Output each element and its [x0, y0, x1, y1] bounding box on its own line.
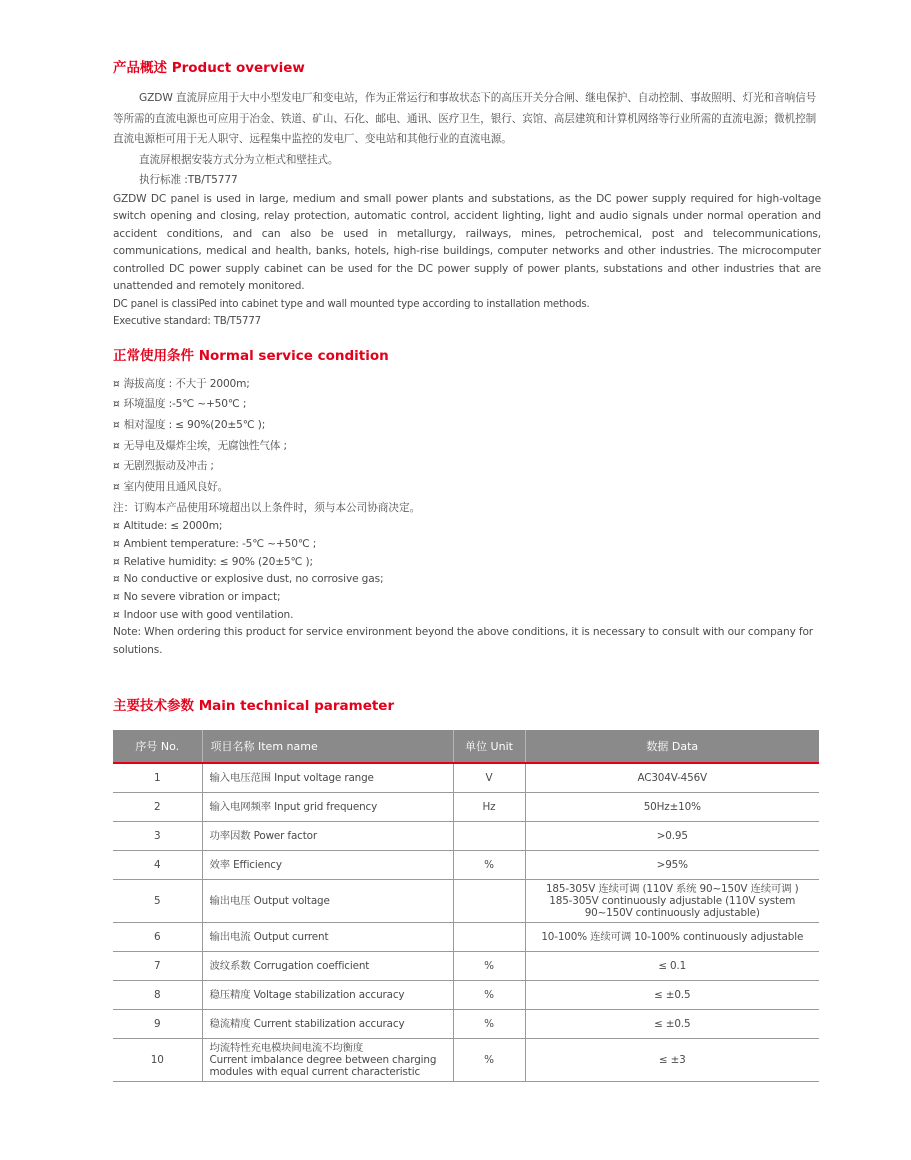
- cell-data: ≤ ±0.5: [525, 980, 819, 1009]
- cell-unit: %: [453, 1009, 525, 1038]
- header-no: 序号 No.: [113, 730, 202, 763]
- overview-en-paragraph: GZDW DC panel is used in large, medium and small power plants and substations, as the DC power supply required for high-voltage switch opening and closing, relay protection, automatic control, accident lighting, light and audio signals under normal operation and accident conditions, and can also be used in metallurgy, railways, mines, petrochemical, post and telecommunications, communications, medical and health, banks, hotels, high-rise buildings, computer networks and other industries. The microcomputer controlled DC power supply cabinet can be used for the DC power supply of power plants, substations and other industries that are unattended and remotely monitored.: [113, 192, 821, 292]
- cell-no: 1: [113, 763, 202, 793]
- cell-no: 7: [113, 951, 202, 980]
- header-unit: 单位 Unit: [453, 730, 525, 763]
- cell-no: 8: [113, 980, 202, 1009]
- table-row: [113, 980, 819, 1009]
- cell-data: 10-100% 连续可调 10-100% continuously adjustable: [525, 922, 819, 951]
- cell-unit: %: [453, 980, 525, 1009]
- cell-data: ≤ ±0.5: [525, 1009, 819, 1038]
- cell-item: 稳流精度 Current stabilization accuracy: [202, 1009, 453, 1038]
- cell-no: 4: [113, 850, 202, 879]
- table-row: [113, 821, 819, 850]
- cell-unit: Hz: [453, 792, 525, 821]
- list-item: ¤ 环境温度 :-5℃ ~+50℃ ;: [113, 398, 247, 411]
- cell-item: 均流特性充电模块间电流不均衡度 Current imbalance degree between charging modules with equal current characteristic: [209, 1041, 437, 1078]
- cell-no: 6: [113, 922, 202, 951]
- cell-no: 5: [113, 879, 202, 922]
- cell-no: 3: [113, 821, 202, 850]
- cell-item: 稳压精度 Voltage stabilization accuracy: [202, 980, 453, 1009]
- cell-unit: [453, 922, 525, 951]
- conditions-en-list: [113, 518, 821, 624]
- header-data: 数据 Data: [525, 730, 819, 763]
- overview-cn-standard: 执行标准 :TB/T5777: [139, 174, 238, 186]
- cell-no: 10: [113, 1038, 202, 1081]
- table-row: [113, 1009, 819, 1038]
- cell-item: 输出电压 Output voltage: [202, 879, 453, 922]
- table-row: [113, 922, 819, 951]
- cell-no: 9: [113, 1009, 202, 1038]
- cell-data: >0.95: [525, 821, 819, 850]
- cell-data: 50Hz±10%: [525, 792, 819, 821]
- cell-item: 效率 Efficiency: [202, 850, 453, 879]
- cell-data: ≤ 0.1: [525, 951, 819, 980]
- table-row: [113, 850, 819, 879]
- conditions-en-note: Note: When ordering this product for service environment beyond the above conditions, it is necessary to consult with our company for solutions.: [113, 626, 814, 657]
- cell-item: 波纹系数 Corrugation coefficient: [202, 951, 453, 980]
- overview-cn-paragraph: GZDW 直流屏应用于大中小型发电厂和变电站，作为正常运行和事故状态下的高压开关分合闸、继电保护、自动控制、事故照明、灯光和音响信号等所需的直流电源也可应用于冶金、铁道、矿山、石化、邮电、通讯、医疗卫生，银行、宾馆、高层建筑和计算机网络等行业所需的直流电源；微机控制直流电源柜可用于无人职守、远程集中监控的发电厂、变电站和其他行业的直流电源。: [113, 92, 817, 145]
- table-row: [113, 792, 819, 821]
- overview-title: 产品概述 Product overview: [113, 60, 305, 76]
- conditions-cn-list: [113, 374, 821, 498]
- overview-en-install-types: DC panel is classiPed into cabinet type and wall mounted type according to installation methods.: [113, 298, 590, 310]
- cell-data: 185-305V 连续可调 (110V 系统 90~150V 连续可调 ) 185-305V continuously adjustable (110V system 90~150V continuously adjustable): [545, 882, 799, 919]
- cell-unit: [453, 879, 525, 922]
- cell-unit: [453, 821, 525, 850]
- overview-en-standard: Executive standard: TB/T5777: [113, 315, 261, 327]
- list-item: ¤ Altitude: ≤ 2000m;: [113, 520, 223, 533]
- cell-unit: V: [453, 763, 525, 793]
- cell-item: 功率因数 Power factor: [202, 821, 453, 850]
- list-item: ¤ 无导电及爆炸尘埃，无腐蚀性气体 ;: [113, 439, 287, 452]
- overview-cn-install-types: 直流屏根据安装方式分为立柜式和壁挂式。: [139, 153, 339, 166]
- list-item: ¤ Relative humidity: ≤ 90% (20±5℃ );: [113, 555, 313, 568]
- conditions-cn-note: 注：订购本产品使用环境超出以上条件时，须与本公司协商决定。: [113, 501, 421, 514]
- header-item-name: 项目名称 Item name: [202, 730, 453, 763]
- cell-no: 2: [113, 792, 202, 821]
- cell-item: 输入电压范围 Input voltage range: [202, 763, 453, 793]
- list-item: ¤ No conductive or explosive dust, no corrosive gas;: [113, 573, 384, 586]
- list-item: ¤ No severe vibration or impact;: [113, 591, 281, 604]
- table-row: [113, 763, 819, 793]
- cell-unit: %: [453, 1038, 525, 1081]
- conditions-title: 正常使用条件 Normal service condition: [113, 347, 389, 364]
- cell-data: ≤ ±3: [525, 1038, 819, 1081]
- document-page: [113, 58, 821, 1082]
- cell-item: 输出电流 Output current: [202, 922, 453, 951]
- parameters-table: [113, 730, 819, 1082]
- list-item: ¤ 相对湿度 : ≤ 90%(20±5℃ );: [113, 418, 266, 431]
- cell-unit: %: [453, 850, 525, 879]
- table-row: [113, 1038, 819, 1081]
- list-item: ¤ 室内使用且通风良好。: [113, 481, 229, 494]
- table-row: [113, 951, 819, 980]
- cell-unit: %: [453, 951, 525, 980]
- parameters-title: 主要技术参数 Main technical parameter: [113, 697, 395, 714]
- list-item: ¤ Ambient temperature: -5℃ ~+50℃ ;: [113, 537, 317, 550]
- list-item: ¤ Indoor use with good ventilation.: [113, 608, 294, 621]
- table-row: [113, 879, 819, 922]
- cell-data: >95%: [525, 850, 819, 879]
- cell-item: 输入电网频率 Input grid frequency: [202, 792, 453, 821]
- list-item: ¤ 海拔高度 : 不大于 2000m;: [113, 377, 250, 390]
- table-header-row: [113, 730, 819, 763]
- cell-data: AC304V-456V: [525, 763, 819, 793]
- list-item: ¤ 无剧烈振动及冲击 ;: [113, 460, 214, 473]
